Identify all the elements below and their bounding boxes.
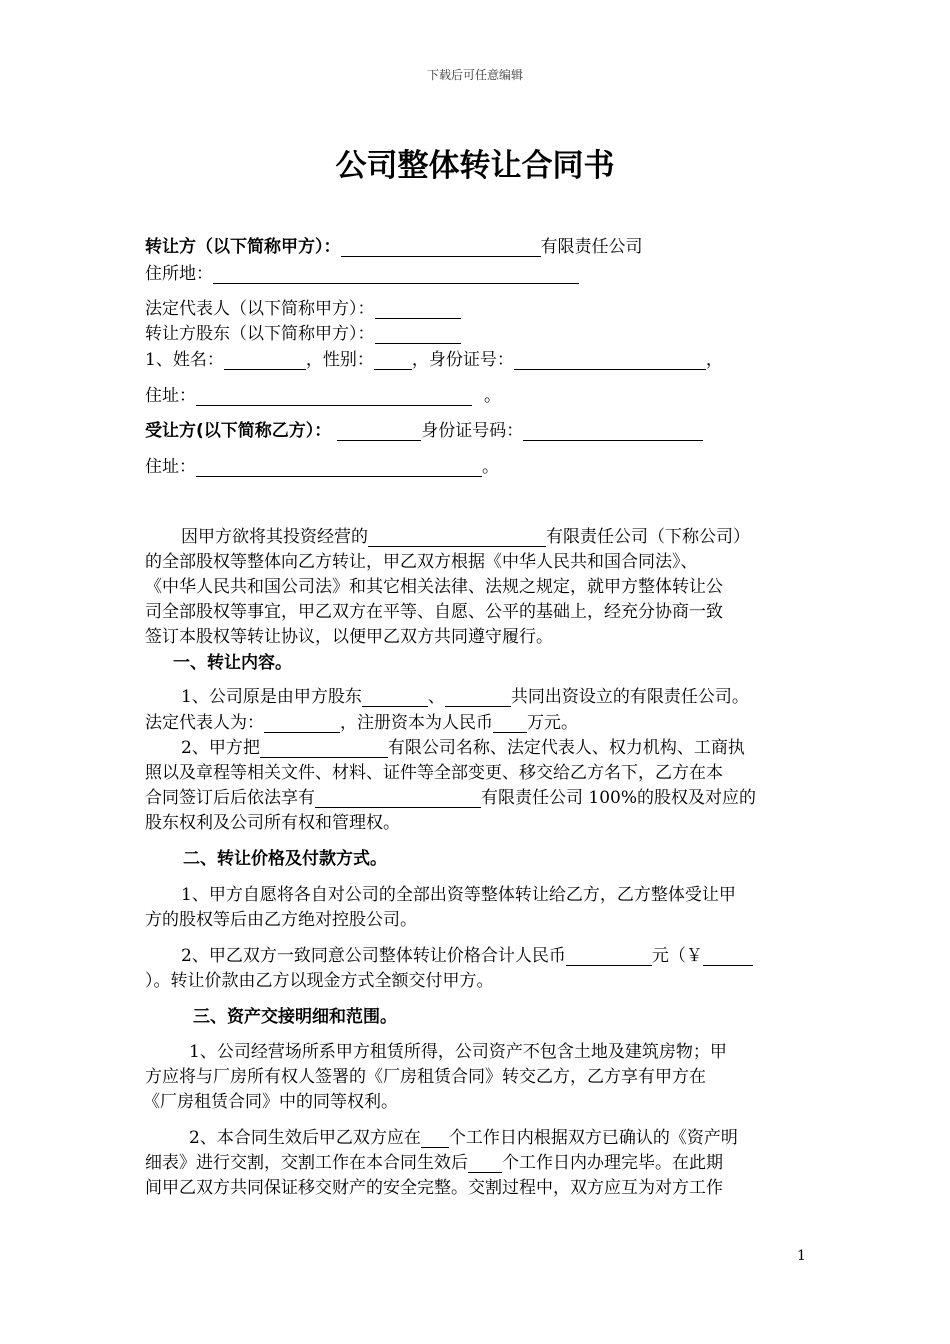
- transferee-line: [145, 416, 703, 441]
- blank-days-2[interactable]: [468, 1154, 502, 1173]
- blank-registered-capital[interactable]: [493, 714, 527, 733]
- blank-legal-rep-name[interactable]: [264, 714, 340, 733]
- section1-heading: 一、转让内容。: [173, 653, 292, 673]
- s2-p2-line1: [181, 941, 753, 966]
- s1-p1-line2: [145, 708, 578, 733]
- name-label: 1、姓名：: [145, 350, 224, 370]
- shareholder-label: 转让方股东（以下简称甲方）：: [145, 324, 375, 344]
- clause-text: 合同签订后后依法享有: [145, 788, 315, 808]
- preamble-line-2: 的全部股权等整体向乙方转让，甲乙双方根据《中华人民共和国合同法》、: [145, 552, 698, 572]
- address-label: 住所地：: [145, 264, 213, 284]
- s2-p1-line1: 1、甲方自愿将各自对公司的全部出资等整体转让给乙方，乙方整体受让甲: [181, 885, 736, 905]
- transferor-label: 转让方（以下简称甲方）：: [145, 237, 341, 257]
- transferee-id-label: 身份证号码：: [421, 421, 524, 441]
- residence-line: [145, 381, 501, 406]
- legal-rep-label: 法定代表人（以下简称甲方）：: [145, 299, 375, 319]
- section2-heading: 二、转让价格及付款方式。: [183, 849, 387, 869]
- blank-shareholder[interactable]: [375, 325, 461, 344]
- s3-p1-line2: 方应将与厂房所有权人签署的《厂房租赁合同》转交乙方，乙方享有甲方在: [145, 1067, 706, 1087]
- s3-p2-line3: 间甲乙双方共同保证移交财产的安全完整。交割过程中，双方应互为对方工作: [145, 1178, 723, 1198]
- comma: ，: [705, 350, 723, 370]
- clause-text: 细表》进行交割，交割工作在本合同生效后: [145, 1153, 468, 1173]
- transferee-label: 受让方(以下简称乙方）：: [145, 421, 332, 441]
- blank-transferee-id[interactable]: [523, 422, 703, 441]
- clause-text: 有限责任公司 100%的股权及对应的: [481, 788, 757, 808]
- blank-name[interactable]: [224, 351, 306, 370]
- header-note: 下载后可任意编辑: [426, 68, 523, 82]
- transferee-residence-line: [145, 452, 499, 477]
- blank-shareholder-b[interactable]: [445, 688, 511, 707]
- period: 。: [482, 457, 499, 477]
- blank-legal-rep[interactable]: [375, 300, 461, 319]
- preamble-line-5: 签订本股权等转让协议，以便甲乙双方共同遵守履行。: [145, 627, 553, 647]
- clause-text: 1、公司原是由甲方股东: [181, 687, 362, 707]
- blank-id[interactable]: [514, 351, 706, 370]
- period: 。: [484, 386, 501, 406]
- clause-text: 、: [427, 687, 445, 707]
- page-number: 1: [797, 1248, 806, 1264]
- preamble-text: 因甲方欲将其投资经营的: [181, 527, 368, 547]
- blank-days-1[interactable]: [421, 1129, 449, 1148]
- item1-line: [145, 345, 723, 370]
- clause-text: 共同出资设立的有限责任公司。: [510, 687, 749, 707]
- transferor-suffix: 有限责任公司: [540, 237, 643, 257]
- blank-gender[interactable]: [374, 351, 412, 370]
- preamble-line-4: 司全部股权等事宜，甲乙双方在平等、自愿、公平的基础上，经充分协商一致: [145, 602, 723, 622]
- s2-p1-line2: 方的股权等后由乙方绝对控股公司。: [145, 910, 417, 930]
- gender-label: ，性别：: [305, 350, 374, 370]
- clause-text: 法定代表人为：: [145, 713, 264, 733]
- clause-text: 个工作日内办理完毕。在此期: [502, 1153, 723, 1173]
- blank-shareholder-a[interactable]: [362, 688, 428, 707]
- clause-text: 个工作日内根据双方已确认的《资产明: [448, 1128, 738, 1148]
- blank-company-2[interactable]: [315, 789, 481, 808]
- clause-text: 元（￥: [651, 946, 703, 966]
- s3-p2-line1: [189, 1123, 738, 1148]
- s3-p1-line3: 《厂房租赁合同》中的同等权利。: [143, 1092, 398, 1112]
- s1-p2-line3: [145, 783, 756, 808]
- clause-text: ，注册资本为人民币: [340, 713, 493, 733]
- blank-transferee[interactable]: [337, 422, 421, 441]
- s3-p2-line2: [145, 1148, 723, 1173]
- clause-text: 2、甲乙双方一致同意公司整体转让价格合计人民币: [181, 946, 566, 966]
- s1-p2-line2: 照以及章程等相关文件、材料、证件等全部变更、移交给乙方名下，乙方在本: [145, 763, 723, 783]
- clause-text: 2、甲方把: [181, 738, 260, 758]
- blank-price[interactable]: [566, 947, 652, 966]
- blank-address[interactable]: [213, 265, 579, 284]
- s1-p2-line1: [181, 733, 745, 758]
- section3-heading: 三、资产交接明细和范围。: [193, 1007, 397, 1027]
- id-label: ，身份证号：: [411, 350, 514, 370]
- blank-price-figure[interactable]: [703, 947, 753, 966]
- blank-transferee-residence[interactable]: [196, 458, 482, 477]
- address-line: [145, 259, 579, 284]
- s2-p2-line2: ）。转让价款由乙方以现金方式全额交付甲方。: [145, 971, 494, 991]
- s3-p1-line1: 1、公司经营场所系甲方租赁所得，公司资产不包含土地及建筑房物；甲: [189, 1042, 727, 1062]
- preamble-line-1: [181, 522, 750, 547]
- residence-label: 住址：: [145, 386, 196, 406]
- blank-company-name[interactable]: [341, 238, 541, 257]
- blank-invested-company[interactable]: [368, 528, 546, 547]
- blank-residence[interactable]: [196, 387, 472, 406]
- clause-text: 万元。: [527, 713, 578, 733]
- transferor-line: [145, 232, 643, 257]
- shareholder-line: [145, 319, 461, 344]
- s1-p1-line1: [181, 682, 749, 707]
- s1-p2-line4: 股东权利及公司所有权和管理权。: [145, 813, 400, 833]
- transferee-residence-label: 住址：: [145, 457, 196, 477]
- preamble-text: 有限责任公司（下称公司）: [546, 527, 750, 547]
- clause-text: 2、本合同生效后甲乙双方应在: [189, 1128, 421, 1148]
- preamble-line-3: 《中华人民共和国公司法》和其它相关法律、法规之规定，就甲方整体转让公: [145, 577, 723, 597]
- blank-company[interactable]: [260, 739, 388, 758]
- legal-rep-line: [145, 294, 461, 319]
- clause-text: 有限公司名称、法定代表人、权力机构、工商执: [387, 738, 745, 758]
- document-title: 公司整体转让合同书: [335, 148, 615, 184]
